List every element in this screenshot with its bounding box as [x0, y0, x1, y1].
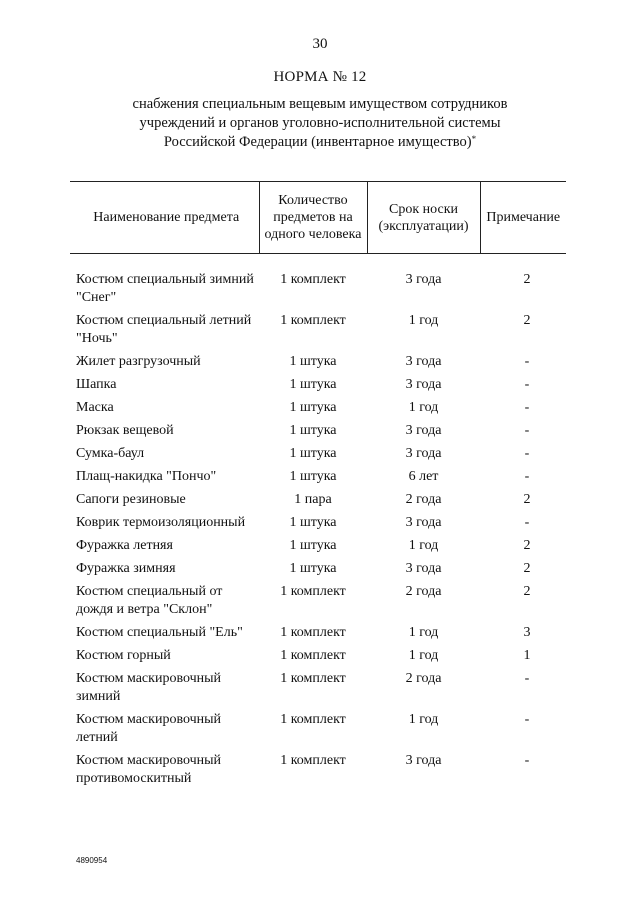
table-row — [70, 376, 566, 399]
cell-quantity: 1 комплект — [280, 313, 346, 328]
cell-item-name: Сумка-баул — [76, 446, 145, 461]
table-row — [70, 271, 566, 312]
document-subtitle — [0, 95, 640, 152]
table-row — [70, 711, 566, 752]
cell-quantity: 1 комплект — [280, 671, 346, 686]
cell-quantity: 1 штука — [289, 377, 337, 392]
cell-quantity: 1 комплект — [280, 648, 346, 663]
cell-wear-term: 3 года — [405, 446, 442, 461]
cell-item-name: Жилет разгрузочный — [76, 354, 201, 369]
cell-item-name: Рюкзак вещевой — [76, 423, 174, 438]
cell-item-name: Костюм маскировочный зимний — [76, 671, 222, 704]
cell-item-name: Фуражка зимняя — [76, 561, 176, 576]
cell-wear-term: 6 лет — [408, 469, 439, 484]
table-row — [70, 537, 566, 560]
cell-note: 2 — [523, 561, 531, 576]
cell-item-name: Костюм специальный летний "Ночь" — [76, 313, 252, 346]
table-row — [70, 583, 566, 624]
cell-item-name: Костюм специальный "Ель" — [76, 625, 243, 640]
cell-quantity: 1 штука — [289, 446, 337, 461]
subtitle-line-2: учреждений и органов уголовно-исполнительной системы — [139, 115, 501, 131]
cell-quantity: 1 штука — [289, 515, 337, 530]
footer-document-code: 4890954 — [76, 856, 108, 865]
table-row — [70, 445, 566, 468]
header-item-name: Наименование предмета — [93, 210, 240, 225]
table-body — [70, 254, 566, 794]
cell-quantity: 1 штука — [289, 423, 337, 438]
cell-item-name: Фуражка летняя — [76, 538, 173, 553]
cell-note: 2 — [523, 538, 531, 553]
table-row — [70, 491, 566, 514]
cell-wear-term: 1 год — [408, 648, 439, 663]
table-row — [70, 670, 566, 711]
cell-wear-term: 3 года — [405, 753, 442, 768]
table-row — [70, 560, 566, 583]
cell-note: - — [524, 400, 530, 415]
subtitle-line-3 — [0, 133, 640, 152]
cell-wear-term: 1 год — [408, 313, 439, 328]
table-row — [70, 353, 566, 376]
cell-note: 2 — [523, 584, 531, 599]
cell-quantity: 1 комплект — [280, 753, 346, 768]
document-title: НОРМА № 12 — [273, 69, 367, 85]
cell-wear-term: 3 года — [405, 272, 442, 287]
cell-quantity: 1 штука — [289, 354, 337, 369]
cell-note: - — [524, 469, 530, 484]
table-row — [70, 422, 566, 445]
cell-item-name: Костюм маскировочный противомоскитный — [76, 753, 222, 786]
cell-quantity: 1 комплект — [280, 272, 346, 287]
subtitle-line-3-text: Российской Федерации (инвентарное имущество) — [163, 134, 472, 150]
table-header — [70, 182, 566, 254]
cell-wear-term: 3 года — [405, 515, 442, 530]
cell-quantity: 1 штука — [289, 538, 337, 553]
table-row — [70, 514, 566, 537]
cell-wear-term: 2 года — [405, 671, 442, 686]
table-row — [70, 624, 566, 647]
spacer-cell — [70, 254, 566, 272]
cell-note: - — [524, 423, 530, 438]
cell-note: 1 — [523, 648, 531, 663]
cell-item-name: Шапка — [76, 377, 117, 392]
cell-wear-term: 2 года — [405, 492, 442, 507]
cell-wear-term: 3 года — [405, 354, 442, 369]
table-row — [70, 399, 566, 422]
page-number: 30 — [312, 36, 328, 52]
cell-note: - — [524, 377, 530, 392]
cell-quantity: 1 пара — [294, 492, 332, 507]
cell-quantity: 1 штука — [289, 400, 337, 415]
cell-note: - — [524, 671, 530, 686]
table-header-row — [70, 182, 566, 254]
cell-item-name: Костюм маскировочный летний — [76, 712, 222, 745]
cell-item-name: Маска — [76, 400, 114, 415]
cell-quantity: 1 штука — [289, 561, 337, 576]
cell-item-name: Плащ-накидка "Пончо" — [76, 469, 217, 484]
cell-note: 3 — [523, 625, 531, 640]
cell-note: - — [524, 712, 530, 727]
cell-item-name: Костюм специальный зимний "Снег" — [76, 272, 254, 305]
cell-item-name: Коврик термоизоляционный — [76, 515, 246, 530]
cell-wear-term: 1 год — [408, 625, 439, 640]
header-quantity: Количество предметов на одного человека — [259, 182, 367, 254]
cell-wear-term: 1 год — [408, 400, 439, 415]
table-row — [70, 752, 566, 793]
cell-item-name: Сапоги резиновые — [76, 492, 186, 507]
cell-wear-term: 1 год — [408, 712, 439, 727]
cell-wear-term: 3 года — [405, 561, 442, 576]
header-wear-term: Срок носки (эксплуатации) — [367, 182, 480, 254]
table-row — [70, 647, 566, 670]
table-row — [70, 312, 566, 353]
header-note: Примечание — [480, 182, 566, 254]
cell-wear-term: 1 год — [408, 538, 439, 553]
cell-quantity: 1 штука — [289, 469, 337, 484]
cell-quantity: 1 комплект — [280, 584, 346, 599]
cell-note: - — [524, 354, 530, 369]
cell-note: 2 — [523, 492, 531, 507]
cell-wear-term: 2 года — [405, 584, 442, 599]
norm-table — [70, 181, 566, 793]
cell-note: - — [524, 753, 530, 768]
cell-note: - — [524, 446, 530, 461]
table-row — [70, 468, 566, 491]
footnote-mark: * — [471, 134, 477, 144]
subtitle-line-1: снабжения специальным вещевым имуществом сотрудников — [132, 96, 508, 112]
cell-item-name: Костюм горный — [76, 648, 171, 663]
cell-note: 2 — [523, 313, 531, 328]
cell-wear-term: 3 года — [405, 377, 442, 392]
table-spacer — [70, 254, 566, 272]
cell-quantity: 1 комплект — [280, 625, 346, 640]
cell-note: 2 — [523, 272, 531, 287]
cell-item-name: Костюм специальный от дождя и ветра "Склон" — [76, 584, 223, 617]
cell-note: - — [524, 515, 530, 530]
cell-wear-term: 3 года — [405, 423, 442, 438]
cell-quantity: 1 комплект — [280, 712, 346, 727]
